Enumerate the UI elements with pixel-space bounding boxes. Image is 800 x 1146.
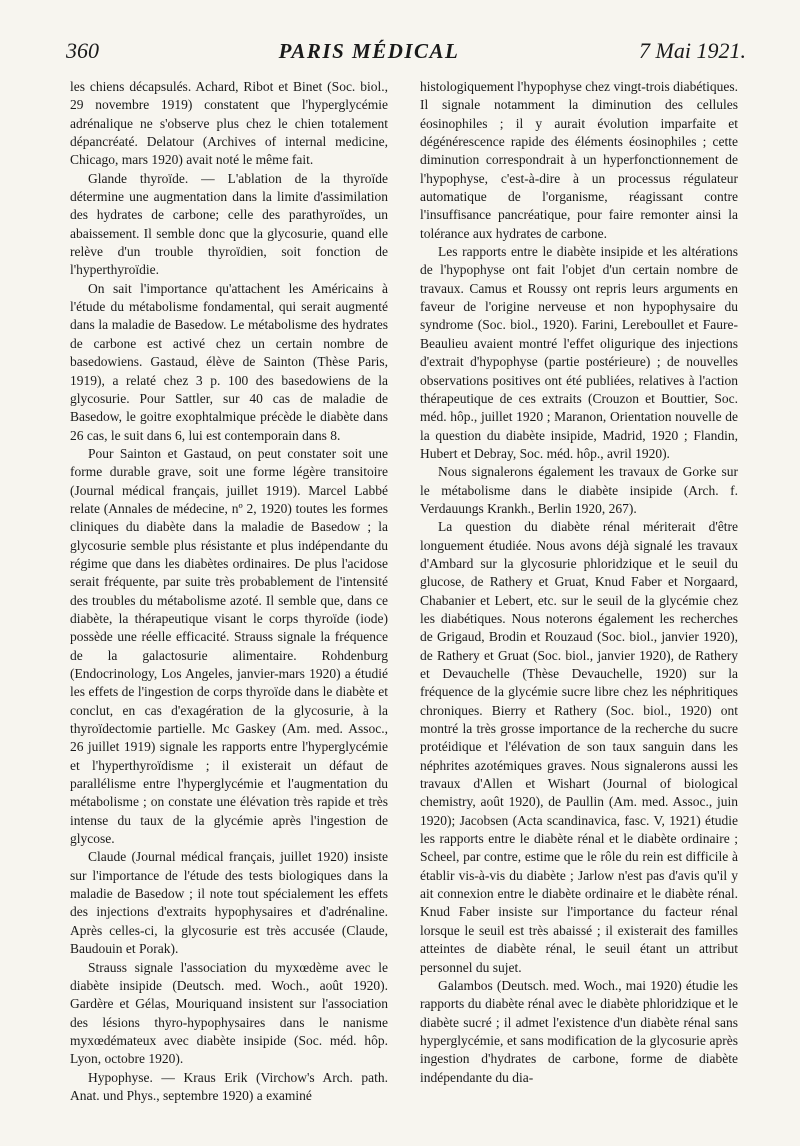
page-number: 360 — [66, 38, 99, 63]
paragraph: Claude (Journal médical français, juillet 1920) insiste sur l'importance de l'étude des tests biologiques dans la maladie de Basedow ; il note tout spécialement les effets des injections d'extraits hypophysaires et d'adrénaline. Après celles-ci, la glycosurie est très accusée (Claude, Baudouin et Porak). — [70, 849, 388, 957]
paragraph: Galambos (Deutsch. med. Woch., mai 1920) étudie les rapports du diabète rénal avec le diabète phloridzique et le diabète sucré ; il admet l'existence d'un diabète rénal sans hyperglycémie, et sans modification de la glycosurie après ingestion d'hydrates de carbone, forme de diabète indépendante du dia- — [420, 977, 738, 1085]
paragraph-glande-thyroide: Glande thyroïde. — L'ablation de la thyroïde détermine une augmentation dans la limite d'assimilation des hydrates de carbone; celle des parathyroïdes, un abaissement. Il semble donc que la glycosurie, quand elle relève d'un trouble thyroïdien, soit fonction de l'hyperthyroïdie. — [70, 170, 388, 278]
journal-title: PARIS MÉDICAL — [278, 39, 460, 63]
issue-date: 7 Mai 1921. — [639, 38, 746, 63]
paragraph: Nous signalerons également les travaux de Gorke sur le métabolisme dans le diabète insipide (Arch. f. Verdauungs Krankh., Berlin 1920, 267). — [420, 464, 738, 516]
paragraph: Les rapports entre le diabète insipide et les altérations de l'hypophyse ont fait l'objet d'un certain nombre de travaux. Camus et Roussy ont repris leurs arguments en faveur de l'origine nerveuse et non hypophysaire du syndrome (Soc. biol., 1920). Farini, Lereboullet et Faure-Beaulieu avaient montré l'effet oligurique des injections d'extrait d'hypophyse (partie postérieure) ; de nouvelles observations positives ont été publiées, relatives à l'action thérapeutique de ces extraits (Crouzon et Bouttier, Soc. méd. hôp., juillet 1920 ; Maranon, Orientation nouvelle de la question du diabète insipide, Madrid, 1920 ; Flandin, Hubert et Debray, Soc. méd. hôp., avril 1920). — [420, 244, 738, 461]
paragraph: histologiquement l'hypophyse chez vingt-trois diabétiques. Il signale notamment la diminution des cellules éosinophiles ; il y aurait évolution imparfaite et dégénérescence rapide des éléments éosinophiles ; cette diminution correspondrait à un hyperfonctionnement de l'hypophyse, c'est-à-dire à un processus régulateur automatique de l'organisme, réagissant contre l'insuffisance pancréatique, pour faire remonter ainsi la tolérance aux hydrates de carbone. — [420, 79, 738, 241]
running-header — [66, 38, 746, 70]
left-column — [70, 78, 388, 1128]
paragraph-hypophyse: Hypophyse. — Kraus Erik (Virchow's Arch. path. Anat. und Phys., septembre 1920) a examiné — [70, 1069, 388, 1103]
paragraph: les chiens décapsulés. Achard, Ribot et Binet (Soc. biol., 29 novembre 1919) constatent que l'hyperglycémie adrénalique ne s'observe plus chez le chien totalement dépancréaté. Delatour (Archives of internal medicine, Chicago, mars 1920) avait noté le même fait. — [70, 79, 388, 168]
paragraph-diabete-renal: La question du diabète rénal mériterait d'être longuement étudiée. Nous avons déjà signalé les travaux d'Ambard sur la glycosurie phloridzique et le seuil du glucose, de Rathery et Gruat, Knud Faber et Norgaard, Chabanier et Lebert, etc. sur le seuil de la glycémie chez les diabétiques. Nous noterons également les recherches de Grigaud, Brodin et Rouzaud (Soc. biol., janvier 1920), de Rathery et Gruat (Soc. biol., janvier 1920), de Rathery et Devauchelle (Thèse Devauchelle, 1920) sur la fréquence de la glycémie sucre libre chez les néphritiques chroniques. Bierry et Rathery (Soc. biol., 1920) ont montré la très grosse importance de la recherche du sucre protéidique et l'élévation de son taux sanguin dans les néphrites azotémiques graves. Nous signalerons aussi les travaux d'Allen et Wishart (Journal of biological chemistry, août 1920), de Paullin (Am. med. Assoc., juin 1920); Jacobsen (Acta scandinavica, fasc. V, 1921) étudie les rapports entre le diabète rénal et le diabète ordinaire ; Scheel, par contre, estime que le rôle du rein est difficile à établir vis-à-vis du diabète ; Jarlow n'est pas d'avis qu'il y ait connexion entre le diabète ordinaire et le diabète rénal. Knud Faber insiste sur l'importance du facteur rénal lorsque le seuil est très abaissé ; il existerait des familles atteintes de diabète rénal, le seuil étant un attribut personnel du sujet. — [420, 519, 738, 975]
paragraph: Pour Sainton et Gastaud, on peut constater soit une forme durable grave, soit une forme légère transitoire (Journal médical français, juillet 1919). Marcel Labbé relate (Annales de médecine, nº 2, 1920) toutes les formes cliniques du diabète dans la maladie de Basedow ; la glycosurie semble plus résistante et plus indépendante du régime que dans les diabètes ordinaires. De plus l'acidose serait fréquente, par suite très probablement de l'intensité des troubles du métabolisme azoté. Il semble que, dans ce diabète, la thérapeutique visant le corps thyroïde (iode) possède une réelle efficacité. Strauss signale la fréquence de la galactosurie alimentaire. Rohdenburg (Endocrinology, Los Angeles, janvier-mars 1920) a étudié les effets de l'ingestion de corps thyroïde dans le diabète et conclut, en cas d'exagération de la glycosurie, à la thyroïdectomie partielle. Mc Gaskey (Am. med. Assoc., 26 juillet 1919) signale les rapports entre l'hyperglycémie et l'hyperthyroïdisme ; il existerait un défaut de parallélisme entre l'hyperglycémie et l'augmentation du métabolisme ; on constate une élévation très rapide et très intense du taux de la glycémie après l'ingestion de glycose. — [70, 445, 388, 847]
paragraph: Strauss signale l'association du myxœdème avec le diabète insipide (Deutsch. med. Woch., août 1920). Gardère et Gélas, Mouriquand insistent sur l'association des lésions thyro-hypophysaires dans le nanisme myxœdémateux avec diabète insipide (Soc. méd. hôp. Lyon, octobre 1920). — [70, 959, 388, 1067]
right-column — [420, 78, 738, 1128]
paragraph: On sait l'importance qu'attachent les Américains à l'étude du métabolisme fondamental, qui serait augmenté dans la maladie de Basedow. Le métabolisme des hydrates de carbone est activé chez un certain nombre de basedowiens. Gastaud, élève de Sainton (Thèse Paris, 1919), a relaté chez 3 p. 100 des basedowiens de la glycosurie. Pour Sattler, sur 40 cas de maladie de Basedow, le goitre exophtalmique précède le diabète dans 26 cas, le suit dans 6, lui est contemporain dans 8. — [70, 280, 388, 443]
